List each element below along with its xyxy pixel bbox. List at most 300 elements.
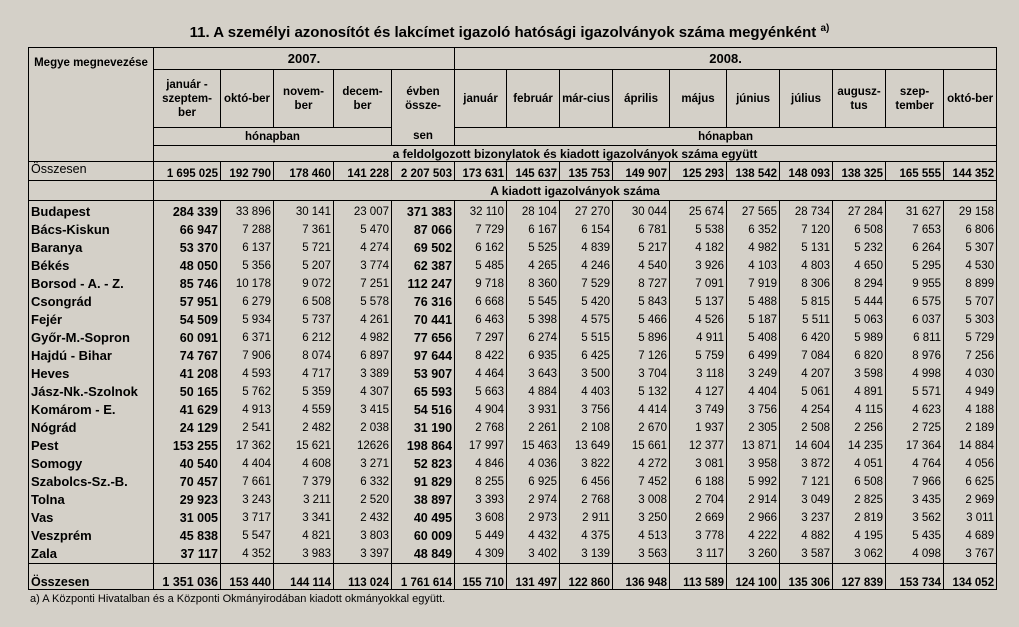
value-cell: 153 255	[154, 437, 221, 455]
value-cell: 3 598	[833, 365, 886, 383]
value-cell: 6 188	[670, 473, 727, 491]
value-cell: 178 460	[274, 162, 334, 181]
value-cell: 60 091	[154, 329, 221, 347]
value-cell: 135 753	[560, 162, 613, 181]
value-cell: 4 913	[221, 401, 274, 419]
value-cell: 125 293	[670, 162, 727, 181]
county-name: Heves	[29, 365, 154, 383]
value-cell: 3 341	[274, 509, 334, 527]
value-cell: 149 907	[613, 162, 670, 181]
value-cell: 2 911	[560, 509, 613, 527]
value-cell: 4 464	[455, 365, 507, 383]
value-cell: 60 009	[392, 527, 455, 545]
value-cell: 4 513	[613, 527, 670, 545]
value-cell: 4 127	[670, 383, 727, 401]
value-cell: 8 899	[944, 275, 997, 293]
value-cell: 4 375	[560, 527, 613, 545]
value-cell: 134 052	[944, 564, 997, 590]
value-cell: 141 228	[334, 162, 392, 181]
value-cell: 30 044	[613, 201, 670, 222]
value-cell: 4 998	[886, 365, 944, 383]
value-cell: 8 306	[780, 275, 833, 293]
value-cell: 12 377	[670, 437, 727, 455]
value-cell: 41 629	[154, 401, 221, 419]
value-cell: 29 923	[154, 491, 221, 509]
value-cell: 2 207 503	[392, 162, 455, 181]
value-cell: 15 661	[613, 437, 670, 455]
value-cell: 5 217	[613, 239, 670, 257]
value-cell: 2 966	[727, 509, 780, 527]
value-cell: 5 511	[780, 311, 833, 329]
value-cell: 2 825	[833, 491, 886, 509]
value-cell: 7 251	[334, 275, 392, 293]
header-months-row	[29, 70, 997, 128]
value-cell: 3 117	[670, 545, 727, 564]
value-cell: 5 992	[727, 473, 780, 491]
value-cell: 5 449	[455, 527, 507, 545]
value-cell: 2 432	[334, 509, 392, 527]
value-cell: 4 207	[780, 365, 833, 383]
value-cell: 6 212	[274, 329, 334, 347]
table-row	[29, 419, 997, 437]
table-title	[0, 24, 1019, 44]
value-cell: 27 270	[560, 201, 613, 222]
value-cell: 5 663	[455, 383, 507, 401]
value-cell: 4 623	[886, 401, 944, 419]
value-cell: 5 232	[833, 239, 886, 257]
value-cell: 138 542	[727, 162, 780, 181]
value-cell: 7 729	[455, 221, 507, 239]
value-cell: 4 274	[334, 239, 392, 257]
value-cell: 4 414	[613, 401, 670, 419]
value-cell: 5 470	[334, 221, 392, 239]
value-cell: 4 689	[944, 527, 997, 545]
value-cell: 144 114	[274, 564, 334, 590]
value-cell: 8 976	[886, 347, 944, 365]
total-row-bottom	[29, 564, 997, 590]
value-cell: 4 098	[886, 545, 944, 564]
value-cell: 50 165	[154, 383, 221, 401]
value-cell: 3 608	[455, 509, 507, 527]
value-cell: 284 339	[154, 201, 221, 222]
value-cell: 5 515	[560, 329, 613, 347]
value-cell: 122 860	[560, 564, 613, 590]
title-footnote-mark: a)	[820, 23, 830, 34]
value-cell: 4 882	[780, 527, 833, 545]
value-cell: 4 103	[727, 257, 780, 275]
value-cell: 2 508	[780, 419, 833, 437]
value-cell: 138 325	[833, 162, 886, 181]
value-cell: 4 846	[455, 455, 507, 473]
value-cell: 5 571	[886, 383, 944, 401]
value-cell: 2 768	[560, 491, 613, 509]
value-cell: 91 829	[392, 473, 455, 491]
header-col-2008: május	[670, 70, 727, 128]
value-cell: 7 297	[455, 329, 507, 347]
header-col-2008: június	[727, 70, 780, 128]
value-cell: 5 525	[507, 239, 560, 257]
value-cell: 5 737	[274, 311, 334, 329]
value-cell: 6 625	[944, 473, 997, 491]
value-cell: 4 559	[274, 401, 334, 419]
county-name: Győr-M.-Sopron	[29, 329, 154, 347]
value-cell: 3 587	[780, 545, 833, 564]
value-cell: 97 644	[392, 347, 455, 365]
value-cell: 3 756	[560, 401, 613, 419]
value-cell: 5 815	[780, 293, 833, 311]
value-cell: 5 408	[727, 329, 780, 347]
value-cell: 6 508	[274, 293, 334, 311]
value-cell: 7 661	[221, 473, 274, 491]
value-cell: 4 884	[507, 383, 560, 401]
value-cell: 6 167	[507, 221, 560, 239]
value-cell: 4 272	[613, 455, 670, 473]
value-cell: 155 710	[455, 564, 507, 590]
value-cell: 6 508	[833, 221, 886, 239]
county-name: Somogy	[29, 455, 154, 473]
value-cell: 28 734	[780, 201, 833, 222]
value-cell: 3 704	[613, 365, 670, 383]
county-name: Zala	[29, 545, 154, 564]
value-cell: 4 056	[944, 455, 997, 473]
value-cell: 8 360	[507, 275, 560, 293]
value-cell: 3 983	[274, 545, 334, 564]
value-cell: 87 066	[392, 221, 455, 239]
value-cell: 69 502	[392, 239, 455, 257]
county-name: Vas	[29, 509, 154, 527]
value-cell: 70 457	[154, 473, 221, 491]
value-cell: 8 294	[833, 275, 886, 293]
value-cell: 6 668	[455, 293, 507, 311]
value-cell: 6 425	[560, 347, 613, 365]
value-cell: 124 100	[727, 564, 780, 590]
header-year-2008: 2008.	[455, 48, 997, 70]
value-cell: 5 137	[670, 293, 727, 311]
header-col-2008: január	[455, 70, 507, 128]
value-cell: 53 370	[154, 239, 221, 257]
value-cell: 3 011	[944, 509, 997, 527]
value-cell: 3 958	[727, 455, 780, 473]
value-cell: 3 872	[780, 455, 833, 473]
header-col-2007: októ-ber	[221, 70, 274, 128]
value-cell: 3 822	[560, 455, 613, 473]
value-cell: 6 456	[560, 473, 613, 491]
value-cell: 3 402	[507, 545, 560, 564]
value-cell: 2 256	[833, 419, 886, 437]
value-cell: 3 393	[455, 491, 507, 509]
county-name: Bács-Kiskun	[29, 221, 154, 239]
value-cell: 9 718	[455, 275, 507, 293]
value-cell: 4 403	[560, 383, 613, 401]
value-cell: 127 839	[833, 564, 886, 590]
value-cell: 5 420	[560, 293, 613, 311]
value-cell: 4 821	[274, 527, 334, 545]
value-cell: 5 721	[274, 239, 334, 257]
table-row	[29, 329, 997, 347]
value-cell: 1 761 614	[392, 564, 455, 590]
value-cell: 173 631	[455, 162, 507, 181]
county-name: Tolna	[29, 491, 154, 509]
value-cell: 4 982	[334, 329, 392, 347]
value-cell: 6 897	[334, 347, 392, 365]
header-sen: sen	[392, 128, 455, 146]
value-cell: 27 284	[833, 201, 886, 222]
value-cell: 4 949	[944, 383, 997, 401]
value-cell: 5 307	[944, 239, 997, 257]
value-cell: 3 260	[727, 545, 780, 564]
header-year-2007: 2007.	[154, 48, 455, 70]
value-cell: 65 593	[392, 383, 455, 401]
value-cell: 14 235	[833, 437, 886, 455]
value-cell: 4 036	[507, 455, 560, 473]
value-cell: 4 911	[670, 329, 727, 347]
value-cell: 3 250	[613, 509, 670, 527]
value-cell: 3 249	[727, 365, 780, 383]
value-cell: 4 717	[274, 365, 334, 383]
value-cell: 6 264	[886, 239, 944, 257]
value-cell: 5 061	[780, 383, 833, 401]
value-cell: 40 495	[392, 509, 455, 527]
table-row	[29, 437, 997, 455]
value-cell: 4 608	[274, 455, 334, 473]
value-cell: 3 926	[670, 257, 727, 275]
value-cell: 33 896	[221, 201, 274, 222]
header-col-2007: novem-ber	[274, 70, 334, 128]
header-col-2008: február	[507, 70, 560, 128]
table-body	[29, 201, 997, 564]
value-cell: 9 072	[274, 275, 334, 293]
value-cell: 2 189	[944, 419, 997, 437]
value-cell: 7 919	[727, 275, 780, 293]
value-cell: 4 530	[944, 257, 997, 275]
value-cell: 153 440	[221, 564, 274, 590]
value-cell: 4 261	[334, 311, 392, 329]
value-cell: 6 352	[727, 221, 780, 239]
value-cell: 1 695 025	[154, 162, 221, 181]
value-cell: 371 383	[392, 201, 455, 222]
value-cell: 7 379	[274, 473, 334, 491]
value-cell: 5 303	[944, 311, 997, 329]
value-cell: 70 441	[392, 311, 455, 329]
table-row	[29, 455, 997, 473]
table-row	[29, 293, 997, 311]
value-cell: 4 030	[944, 365, 997, 383]
value-cell: 5 356	[221, 257, 274, 275]
value-cell: 198 864	[392, 437, 455, 455]
value-cell: 2 108	[560, 419, 613, 437]
value-cell: 6 371	[221, 329, 274, 347]
value-cell: 14 604	[780, 437, 833, 455]
value-cell: 4 182	[670, 239, 727, 257]
value-cell: 3 756	[727, 401, 780, 419]
value-cell: 38 897	[392, 491, 455, 509]
value-cell: 6 811	[886, 329, 944, 347]
value-cell: 3 049	[780, 491, 833, 509]
value-cell: 6 332	[334, 473, 392, 491]
value-cell: 74 767	[154, 347, 221, 365]
value-cell: 5 466	[613, 311, 670, 329]
value-cell: 7 653	[886, 221, 944, 239]
value-cell: 7 120	[780, 221, 833, 239]
header-col-2007: január - szeptem-ber	[154, 70, 221, 128]
value-cell: 17 997	[455, 437, 507, 455]
value-cell: 6 463	[455, 311, 507, 329]
county-name: Jász-Nk.-Szolnok	[29, 383, 154, 401]
table-row	[29, 239, 997, 257]
value-cell: 37 117	[154, 545, 221, 564]
value-cell: 6 508	[833, 473, 886, 491]
value-cell: 4 222	[727, 527, 780, 545]
value-cell: 7 084	[780, 347, 833, 365]
value-cell: 28 104	[507, 201, 560, 222]
value-cell: 6 154	[560, 221, 613, 239]
value-cell: 4 115	[833, 401, 886, 419]
value-cell: 3 243	[221, 491, 274, 509]
value-cell: 113 024	[334, 564, 392, 590]
value-cell: 3 211	[274, 491, 334, 509]
value-cell: 6 274	[507, 329, 560, 347]
value-cell: 6 781	[613, 221, 670, 239]
value-cell: 2 038	[334, 419, 392, 437]
county-name: Pest	[29, 437, 154, 455]
value-cell: 54 516	[392, 401, 455, 419]
value-cell: 3 931	[507, 401, 560, 419]
value-cell: 5 547	[221, 527, 274, 545]
value-cell: 12626	[334, 437, 392, 455]
value-cell: 6 820	[833, 347, 886, 365]
value-cell: 41 208	[154, 365, 221, 383]
value-cell: 6 162	[455, 239, 507, 257]
value-cell: 31 190	[392, 419, 455, 437]
value-cell: 3 767	[944, 545, 997, 564]
value-cell: 148 093	[780, 162, 833, 181]
value-cell: 23 007	[334, 201, 392, 222]
value-cell: 7 452	[613, 473, 670, 491]
value-cell: 17 364	[886, 437, 944, 455]
header-honapban-2008: hónapban	[455, 128, 997, 146]
header-honapban-2007: hónapban	[154, 128, 392, 146]
value-cell: 2 974	[507, 491, 560, 509]
value-cell: 2 670	[613, 419, 670, 437]
value-cell: 5 488	[727, 293, 780, 311]
value-cell: 2 914	[727, 491, 780, 509]
value-cell: 7 361	[274, 221, 334, 239]
value-cell: 6 279	[221, 293, 274, 311]
header-col-2008: április	[613, 70, 670, 128]
value-cell: 52 823	[392, 455, 455, 473]
value-cell: 4 246	[560, 257, 613, 275]
county-name: Veszprém	[29, 527, 154, 545]
table-row	[29, 275, 997, 293]
value-cell: 4 254	[780, 401, 833, 419]
value-cell: 5 435	[886, 527, 944, 545]
value-cell: 3 435	[886, 491, 944, 509]
value-cell: 3 389	[334, 365, 392, 383]
value-cell: 32 110	[455, 201, 507, 222]
value-cell: 48 050	[154, 257, 221, 275]
value-cell: 15 463	[507, 437, 560, 455]
value-cell: 8 074	[274, 347, 334, 365]
value-cell: 5 187	[727, 311, 780, 329]
county-name: Békés	[29, 257, 154, 275]
value-cell: 3 717	[221, 509, 274, 527]
value-cell: 6 420	[780, 329, 833, 347]
value-cell: 5 759	[670, 347, 727, 365]
value-cell: 3 081	[670, 455, 727, 473]
value-cell: 4 839	[560, 239, 613, 257]
header-col-2008: már-cius	[560, 70, 613, 128]
value-cell: 77 656	[392, 329, 455, 347]
value-cell: 5 132	[613, 383, 670, 401]
county-name: Komárom - E.	[29, 401, 154, 419]
value-cell: 165 555	[886, 162, 944, 181]
total-row-top	[29, 162, 997, 181]
value-cell: 2 725	[886, 419, 944, 437]
value-cell: 4 982	[727, 239, 780, 257]
value-cell: 4 309	[455, 545, 507, 564]
value-cell: 2 973	[507, 509, 560, 527]
header-megye: Megye megnevezése	[29, 48, 154, 162]
value-cell: 3 774	[334, 257, 392, 275]
table-row	[29, 527, 997, 545]
value-cell: 2 541	[221, 419, 274, 437]
value-cell: 40 540	[154, 455, 221, 473]
value-cell: 131 497	[507, 564, 560, 590]
value-cell: 3 563	[613, 545, 670, 564]
value-cell: 5 578	[334, 293, 392, 311]
value-cell: 7 966	[886, 473, 944, 491]
county-name: Nógrád	[29, 419, 154, 437]
value-cell: 4 404	[221, 455, 274, 473]
value-cell: 7 288	[221, 221, 274, 239]
county-name: Baranya	[29, 239, 154, 257]
value-cell: 62 387	[392, 257, 455, 275]
header-col-2008: július	[780, 70, 833, 128]
data-table	[28, 47, 997, 590]
value-cell: 3 008	[613, 491, 670, 509]
value-cell: 4 904	[455, 401, 507, 419]
table-row	[29, 365, 997, 383]
value-cell: 153 734	[886, 564, 944, 590]
header-col-2008: októ-ber	[944, 70, 997, 128]
value-cell: 2 819	[833, 509, 886, 527]
value-cell: 6 137	[221, 239, 274, 257]
table-row	[29, 221, 997, 239]
value-cell: 14 884	[944, 437, 997, 455]
title-text: 11. A személyi azonosítót és lakcímet igazoló hatósági igazolványok száma megyénként	[189, 24, 817, 41]
value-cell: 4 540	[613, 257, 670, 275]
table-row	[29, 473, 997, 491]
value-cell: 3 778	[670, 527, 727, 545]
value-cell: 6 499	[727, 347, 780, 365]
value-cell: 2 261	[507, 419, 560, 437]
value-cell: 2 305	[727, 419, 780, 437]
value-cell: 4 803	[780, 257, 833, 275]
value-cell: 136 948	[613, 564, 670, 590]
value-cell: 6 925	[507, 473, 560, 491]
row-label: Összesen	[29, 162, 154, 181]
table-row	[29, 383, 997, 401]
footnote: a) A Központi Hivatalban és a Központi Okmányirodában kiadott okmányokkal együtt.	[30, 593, 446, 605]
value-cell: 1 351 036	[154, 564, 221, 590]
value-cell: 4 195	[833, 527, 886, 545]
value-cell: 54 509	[154, 311, 221, 329]
value-cell: 4 051	[833, 455, 886, 473]
value-cell: 5 359	[274, 383, 334, 401]
table-row	[29, 257, 997, 275]
value-cell: 4 526	[670, 311, 727, 329]
value-cell: 4 188	[944, 401, 997, 419]
